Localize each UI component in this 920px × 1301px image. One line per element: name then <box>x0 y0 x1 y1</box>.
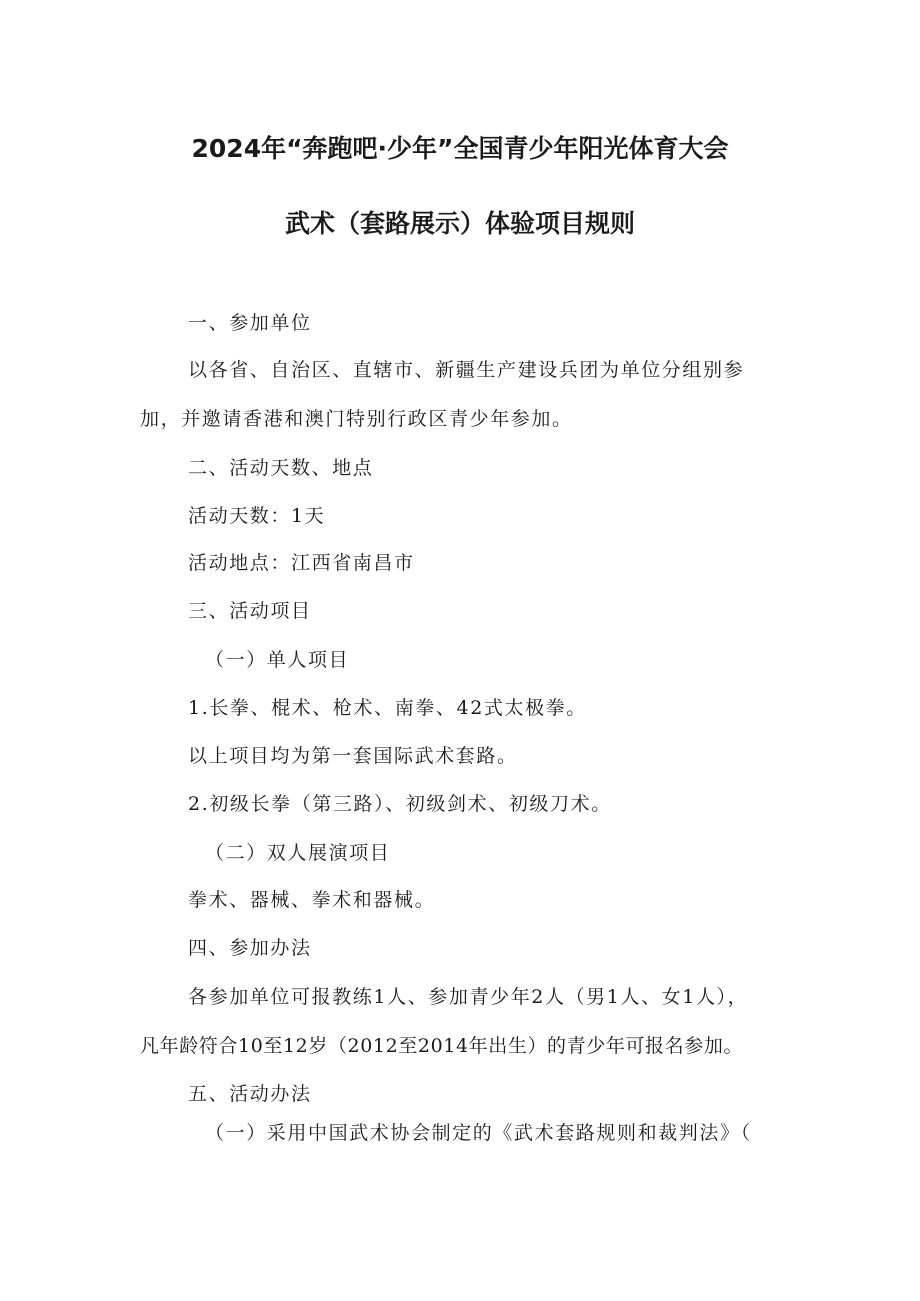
section-heading-participation: 四、参加办法 <box>188 937 312 959</box>
paragraph-line: （一）采用中国武术协会制定的《武术套路规则和裁判法》（ <box>205 1122 752 1144</box>
list-item: 1.长拳、棍术、枪术、南拳、42式太极拳。 <box>188 697 587 719</box>
section-heading-participants: 一、参加单位 <box>188 312 312 334</box>
subsection-heading-duo: （二）双人展演项目 <box>205 842 391 864</box>
document-title-line-2: 武术（套路展示）体验项目规则 <box>284 209 635 238</box>
section-heading-days-location: 二、活动天数、地点 <box>188 457 374 479</box>
paragraph-line: 活动地点：江西省南昌市 <box>188 552 415 574</box>
section-heading-methods: 五、活动办法 <box>188 1083 312 1105</box>
paragraph-line: 以上项目均为第一套国际武术套路。 <box>188 745 518 767</box>
paragraph-line: 以各省、自治区、直辖市、新疆生产建设兵团为单位分组别参 <box>188 359 745 381</box>
paragraph-line: 加，并邀请香港和澳门特别行政区青少年参加。 <box>140 408 573 430</box>
paragraph-line: 拳术、器械、拳术和器械。 <box>188 889 436 911</box>
subsection-heading-individual: （一）单人项目 <box>205 649 350 671</box>
paragraph-line: 活动天数：1天 <box>188 505 326 527</box>
document-title-line-1: 2024年“奔跑吧·少年”全国青少年阳光体育大会 <box>191 134 729 163</box>
paragraph-line: 各参加单位可报教练1人、参加青少年2人（男1人、女1人）， <box>188 986 749 1008</box>
list-item: 2.初级长拳（第三路）、初级剑术、初级刀术。 <box>188 793 612 815</box>
section-heading-events: 三、活动项目 <box>188 600 312 622</box>
paragraph-line: 凡年龄符合10至12岁（2012至2014年出生）的青少年可报名参加。 <box>140 1035 744 1057</box>
